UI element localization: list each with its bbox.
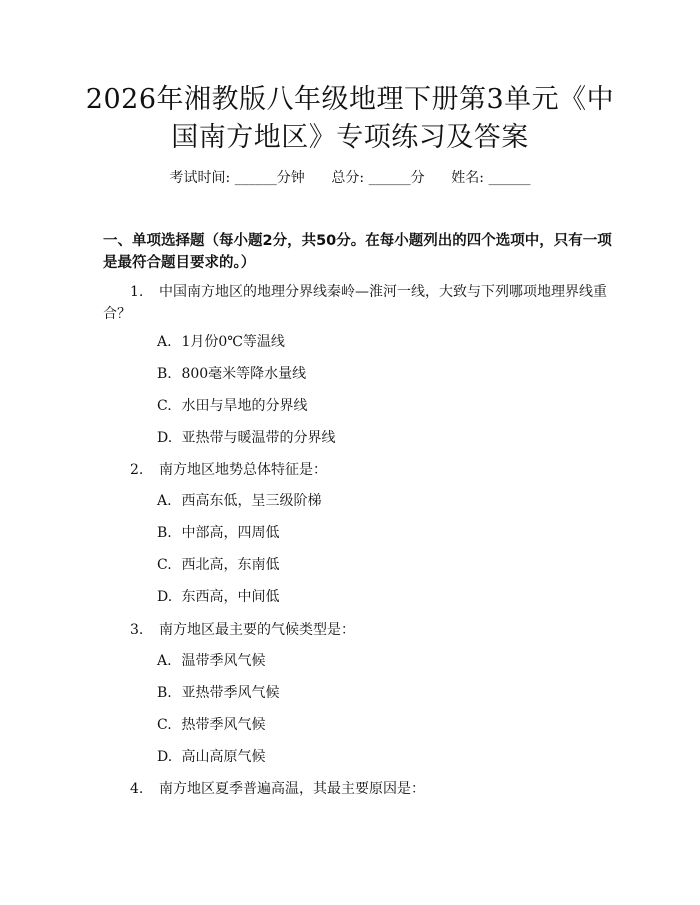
question-number: 4.: [130, 781, 144, 797]
option-c: [157, 395, 307, 417]
option-d: [157, 746, 265, 768]
question-number: 1.: [130, 284, 144, 300]
option-letter: A.: [157, 334, 172, 350]
option-letter: C.: [157, 717, 172, 733]
option-text: 亚热带季风气候: [181, 685, 280, 701]
question-number: 2.: [130, 462, 144, 478]
option-text: 温带季风气候: [181, 653, 266, 669]
option-letter: C.: [157, 398, 172, 414]
option-text: 水田与旱地的分界线: [181, 398, 308, 414]
option-text: 高山高原气候: [181, 749, 266, 765]
option-d: [157, 586, 279, 608]
option-text: 热带季风气候: [181, 717, 266, 733]
option-letter: D.: [157, 589, 173, 605]
question-text: 南方地区最主要的气候类型是：: [159, 622, 355, 638]
option-letter: B.: [157, 685, 172, 701]
option-letter: C.: [157, 557, 172, 573]
option-letter: D.: [157, 430, 173, 446]
option-text: 中部高，四周低: [181, 525, 280, 541]
option-b: [157, 682, 279, 704]
option-text: 800毫米等降水量线: [181, 366, 307, 382]
question-number: 3.: [130, 622, 144, 638]
option-letter: D.: [157, 749, 173, 765]
option-text: 西北高，东南低: [181, 557, 280, 573]
question-text-continued: 合？: [103, 306, 131, 322]
question-text: 中国南方地区的地理分界线秦岭—淮河一线，大致与下列哪项地理界线重: [159, 284, 607, 300]
document-title-line-1: 2026年湘教版八年级地理下册第3单元《中: [85, 84, 615, 115]
option-c: [157, 554, 279, 576]
option-d: [157, 427, 335, 449]
option-a: [157, 331, 285, 353]
option-text: 东西高，中间低: [181, 589, 280, 605]
section-heading-line-1: 一、单项选择题（每小题2分，共50分。在每小题列出的四个选项中，只有一项: [103, 233, 612, 249]
document-title-line-2: 国南方地区》专项练习及答案: [171, 122, 529, 153]
option-b: [157, 363, 306, 385]
option-a: [157, 490, 321, 512]
exam-meta-line: 考试时间: ______分钟 总分: ______分 姓名: ______: [169, 170, 531, 186]
question-text: 南方地区地势总体特征是：: [159, 462, 327, 478]
option-text: 1月份0℃等温线: [181, 334, 285, 350]
option-a: [157, 650, 265, 672]
section-heading-line-2: 是最符合题目要求的。）: [103, 255, 256, 271]
option-text: 亚热带与暖温带的分界线: [181, 430, 336, 446]
option-letter: A.: [157, 653, 172, 669]
question-text: 南方地区夏季普遍高温，其最主要原因是：: [159, 781, 425, 797]
option-b: [157, 522, 279, 544]
option-c: [157, 714, 265, 736]
option-letter: B.: [157, 366, 172, 382]
option-letter: A.: [157, 493, 172, 509]
option-text: 西高东低，呈三级阶梯: [181, 493, 322, 509]
option-letter: B.: [157, 525, 172, 541]
